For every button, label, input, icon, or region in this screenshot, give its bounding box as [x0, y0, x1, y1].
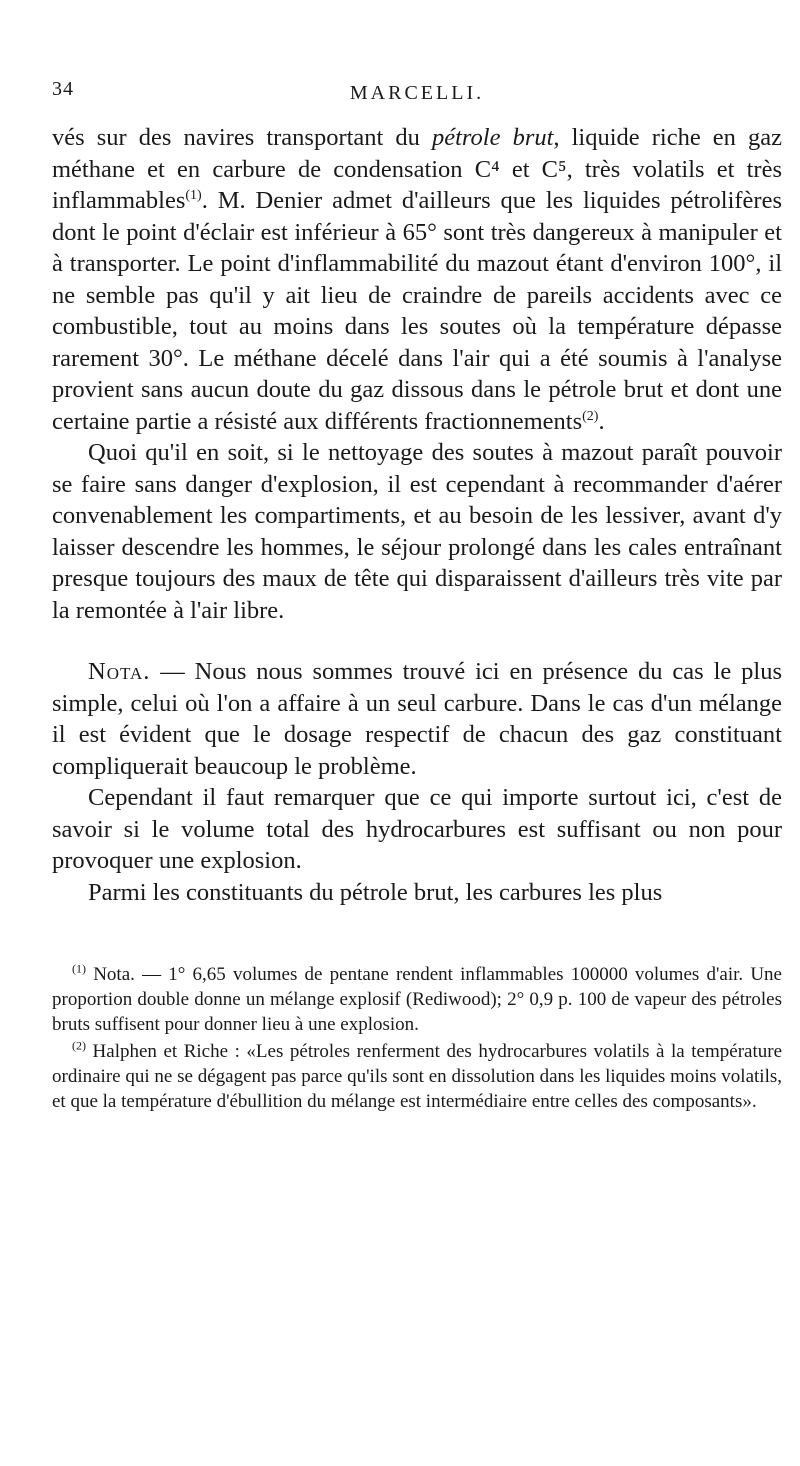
text-run: Cependant il faut remarquer que ce qui importe surtout ici, c'est de savoir si le volume total des hydrocarbures est suffisant ou non pour provoquer une explosion. — [52, 784, 782, 874]
text-run: Parmi les constituants du pétrole brut, les carbures les plus — [88, 878, 663, 906]
page-number: 34 — [52, 78, 74, 100]
text-run: vés sur des navires transportant du — [52, 124, 432, 151]
text-run: — Nous nous sommes trouvé ici en présence du cas le plus simple, celui où l'on a affaire à un seul carbure. Dans le cas d'un mélange il est évident que le dosage respectif de chacun des gaz constituant compliquerait beaucoup le problème. — [52, 658, 782, 780]
text-run: . — [598, 407, 605, 435]
body-paragraph — [52, 782, 782, 877]
footnote-reference: (1) — [185, 187, 202, 203]
footnote-mark: (1) — [72, 961, 86, 976]
body-paragraph — [52, 656, 782, 782]
body-text — [52, 122, 782, 908]
footnote — [52, 1039, 782, 1114]
text-run: , liquide riche en gaz méthane et en carbure de condensation C⁴ et C⁵, très volatils et très inflammables — [52, 124, 782, 214]
footnote — [52, 962, 782, 1037]
nota-label: Nota. — [88, 658, 151, 685]
footnotes — [52, 962, 782, 1114]
body-paragraph — [52, 437, 782, 626]
running-head — [52, 72, 782, 112]
text-run: . M. Denier admet d'ailleurs que les liquides pétrolifères dont le point d'éclair est inférieur à 65° sont très dangereux à manipuler et à transporter. Le point d'inflammabilité du mazout étant d'environ 100°, il ne semble pas qu'il y ait lieu de craindre de pareils accidents avec ce combustible, tout au moins dans les soutes où la température dépasse rarement 30°. Le méthane décelé dans l'air qui a été soumis à l'analyse provient sans aucun doute du gaz dissous dans le pétrole brut et dont une certaine partie a résisté aux différents fractionnements — [52, 187, 782, 435]
footnote-mark: (2) — [72, 1038, 86, 1053]
document-page — [52, 72, 782, 1116]
body-paragraph — [52, 877, 782, 909]
footnote-text: Nota. — 1° 6,65 volumes de pentane rendent inflammables 100000 volumes d'air. Une proportion double donne un mélange explosif (Rediwood); 2° 0,9 p. 100 de vapeur des pétroles bruts suffisent pour donner lieu à une explosion. — [52, 964, 782, 1035]
text-run: Quoi qu'il en soit, si le nettoyage des soutes à mazout paraît pouvoir se faire sans danger d'explosion, il est cependant à recommander d'aérer convenablement les compartiments, et au besoin de les lessiver, avant d'y laisser descendre les hommes, le séjour prolongé dans les cales entraînant presque toujours des maux de tête qui disparaissent d'ailleurs très vite par la remontée à l'air libre. — [52, 439, 782, 624]
running-title: MARCELLI. — [349, 82, 485, 104]
footnote-text: Halphen et Riche : «Les pétroles renferment des hydrocarbures volatils à la température ordinaire qui ne se dégagent pas parce qu'ils sont en dissolution dans les liquides moins volatils, et que la température d'ébullition du mélange est intermédiaire entre celles des composants». — [52, 1041, 782, 1112]
footnote-reference: (2) — [582, 408, 599, 424]
body-paragraph — [52, 122, 782, 437]
italic-text: pétrole brut — [432, 124, 554, 151]
